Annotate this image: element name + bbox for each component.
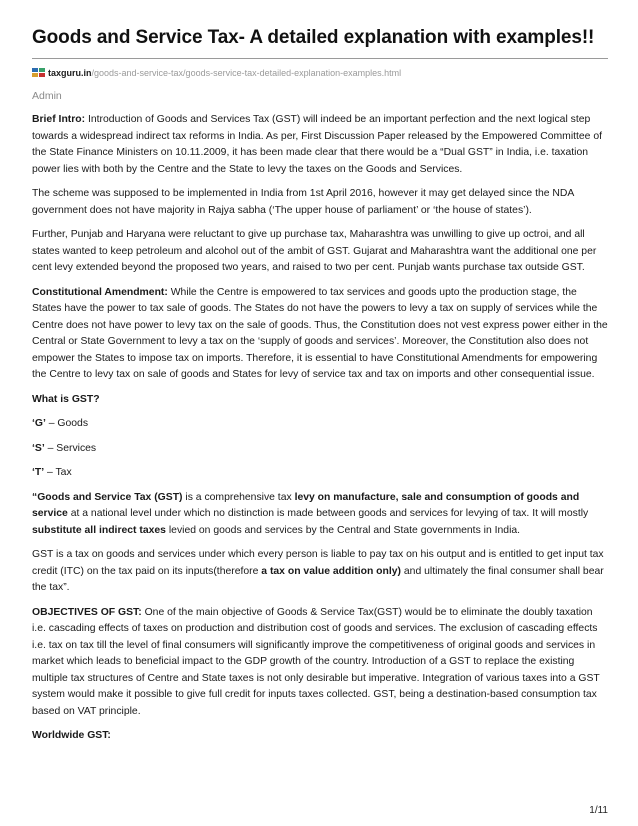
itc-bold: a tax on value addition only): [261, 565, 401, 577]
worldwide-gst-label: Worldwide GST:: [32, 730, 111, 741]
input-tax-credit-paragraph: [32, 547, 608, 597]
gst-definition-bold-2: levy on manufacture, sale and consumption of goods and service: [32, 491, 580, 519]
title-divider: [32, 58, 608, 59]
source-domain-link[interactable]: taxguru.in: [48, 68, 92, 78]
objectives-text: One of the main objective of Goods & Service Tax(GST) would be to eliminate the doubly taxation i.e. cascading effects of taxes on production and distribution cost of goods and services. The exclusion of cascading effects i.e. tax on tax till the level of final consumers will significantly improve the competitiveness of original goods and services in market which leads to beneficial impact to the GDP growth of the country. Introduction of a GST to replace the existing multiple tax structures of Centre and State taxes is not only desirable but imperative. Integration of various taxes into a GST system would make it possible to give full credit for inputs taxes collected. GST, being a destination-based consumption tax based on VAT principle.: [32, 606, 600, 717]
constitutional-amendment-text: While the Centre is empowered to tax services and goods upto the production stage, the States have the power to tax sale of goods. The States do not have the powers to levy a tax on supply of services while the Centre does not have power to levy tax on the sale of goods. Thus, the Constitution does not vest express power either in the Central or State Government to levy a tax on the ‘supply of goods and services’. Moreover, the Constitution also does not empower the States to impose tax on imports. Therefore, it is essential to have Constitutional Amendments for empowering the Centre to levy tax on sale of goods and States for levy of service tax and tax on imports and other consequential issue.: [32, 286, 608, 380]
source-path-link[interactable]: /goods-and-service-tax/goods-service-tax-detailed-explanation-examples.html: [91, 68, 402, 78]
t-text: – Tax: [44, 467, 72, 478]
g-label: ‘G’: [32, 418, 46, 429]
itc-text-1: GST is a tax on goods and services under which every person is liable to pay tax on his output and is entitled to get input tax credit (ITC) on the tax paid on its inputs(therefore: [32, 549, 604, 577]
g-text: – Goods: [45, 418, 89, 429]
source-line: [32, 67, 608, 79]
s-definition: [32, 441, 608, 458]
gst-definition-text-3: levied on goods and services by the Central and State governments in India.: [165, 524, 521, 536]
objectives-paragraph: [32, 605, 608, 721]
site-logo-icon: [32, 68, 45, 78]
s-label: ‘S’: [32, 442, 45, 454]
article-title: Goods and Service Tax- A detailed explanation with examples!!: [32, 27, 595, 48]
gst-definition-bold-1: “Goods and Service Tax (GST): [32, 491, 183, 503]
s-text: – Services: [44, 442, 97, 454]
document-page: [32, 26, 608, 745]
itc-text-2: and ultimately the final consumer shall bear the tax”.: [32, 565, 604, 593]
states-paragraph: Further, Punjab and Haryana were reluctant to give up purchase tax, Maharashtra was unwilling to give up octroi, and all states wanted to keep petroleum and alcohol out of the ambit of GST. Gujarat and Maharashtra want the additional one per cent levy extended beyond the proposed two years, and raised to two per cent. Punjab wants purchase tax outside GST.: [32, 229, 597, 273]
what-is-gst-heading: [32, 392, 608, 409]
brief-intro-text: Introduction of Goods and Services Tax (GST) will indeed be an important perfection and the next logical step towards a widespread indirect tax reforms in India. As per, First Discussion Paper released by the Empowered Committee of the State Finance Ministers on 10.11.2009, it has been made clear that there would be a “Dual GST” in India, i.e. taxation power lies with both by the Centre and the State to levy the taxes on the Goods and Services.: [32, 114, 603, 175]
author-name: Admin: [32, 90, 62, 102]
what-is-gst-label: What is GST?: [32, 393, 100, 405]
gst-definition-bold-3: substitute all indirect taxes: [32, 524, 166, 536]
constitutional-amendment-paragraph: [32, 285, 608, 384]
t-label: ‘T’: [32, 467, 45, 478]
brief-intro-paragraph: [32, 112, 608, 178]
constitutional-amendment-label: Constitutional Amendment:: [32, 286, 168, 298]
t-definition: [32, 465, 608, 482]
gst-definition-paragraph: [32, 490, 608, 540]
worldwide-gst-heading: [32, 728, 608, 745]
brief-intro-label: Brief Intro:: [32, 114, 86, 125]
gst-definition-text-2: at a national level under which no distinction is made between goods and services for levying of tax. It will mostly: [67, 508, 589, 519]
gst-definition-text-1: is a comprehensive tax: [182, 491, 295, 503]
page-number: 1/11: [589, 805, 608, 816]
objectives-label: OBJECTIVES OF GST:: [32, 606, 142, 618]
g-definition: [32, 416, 608, 433]
schedule-paragraph: The scheme was supposed to be implemented in India from 1st April 2016, however it may get delayed since the NDA government does not have majority in Rajya sabha (‘The upper house of parliament’ or ‘the house of states’).: [32, 188, 574, 216]
